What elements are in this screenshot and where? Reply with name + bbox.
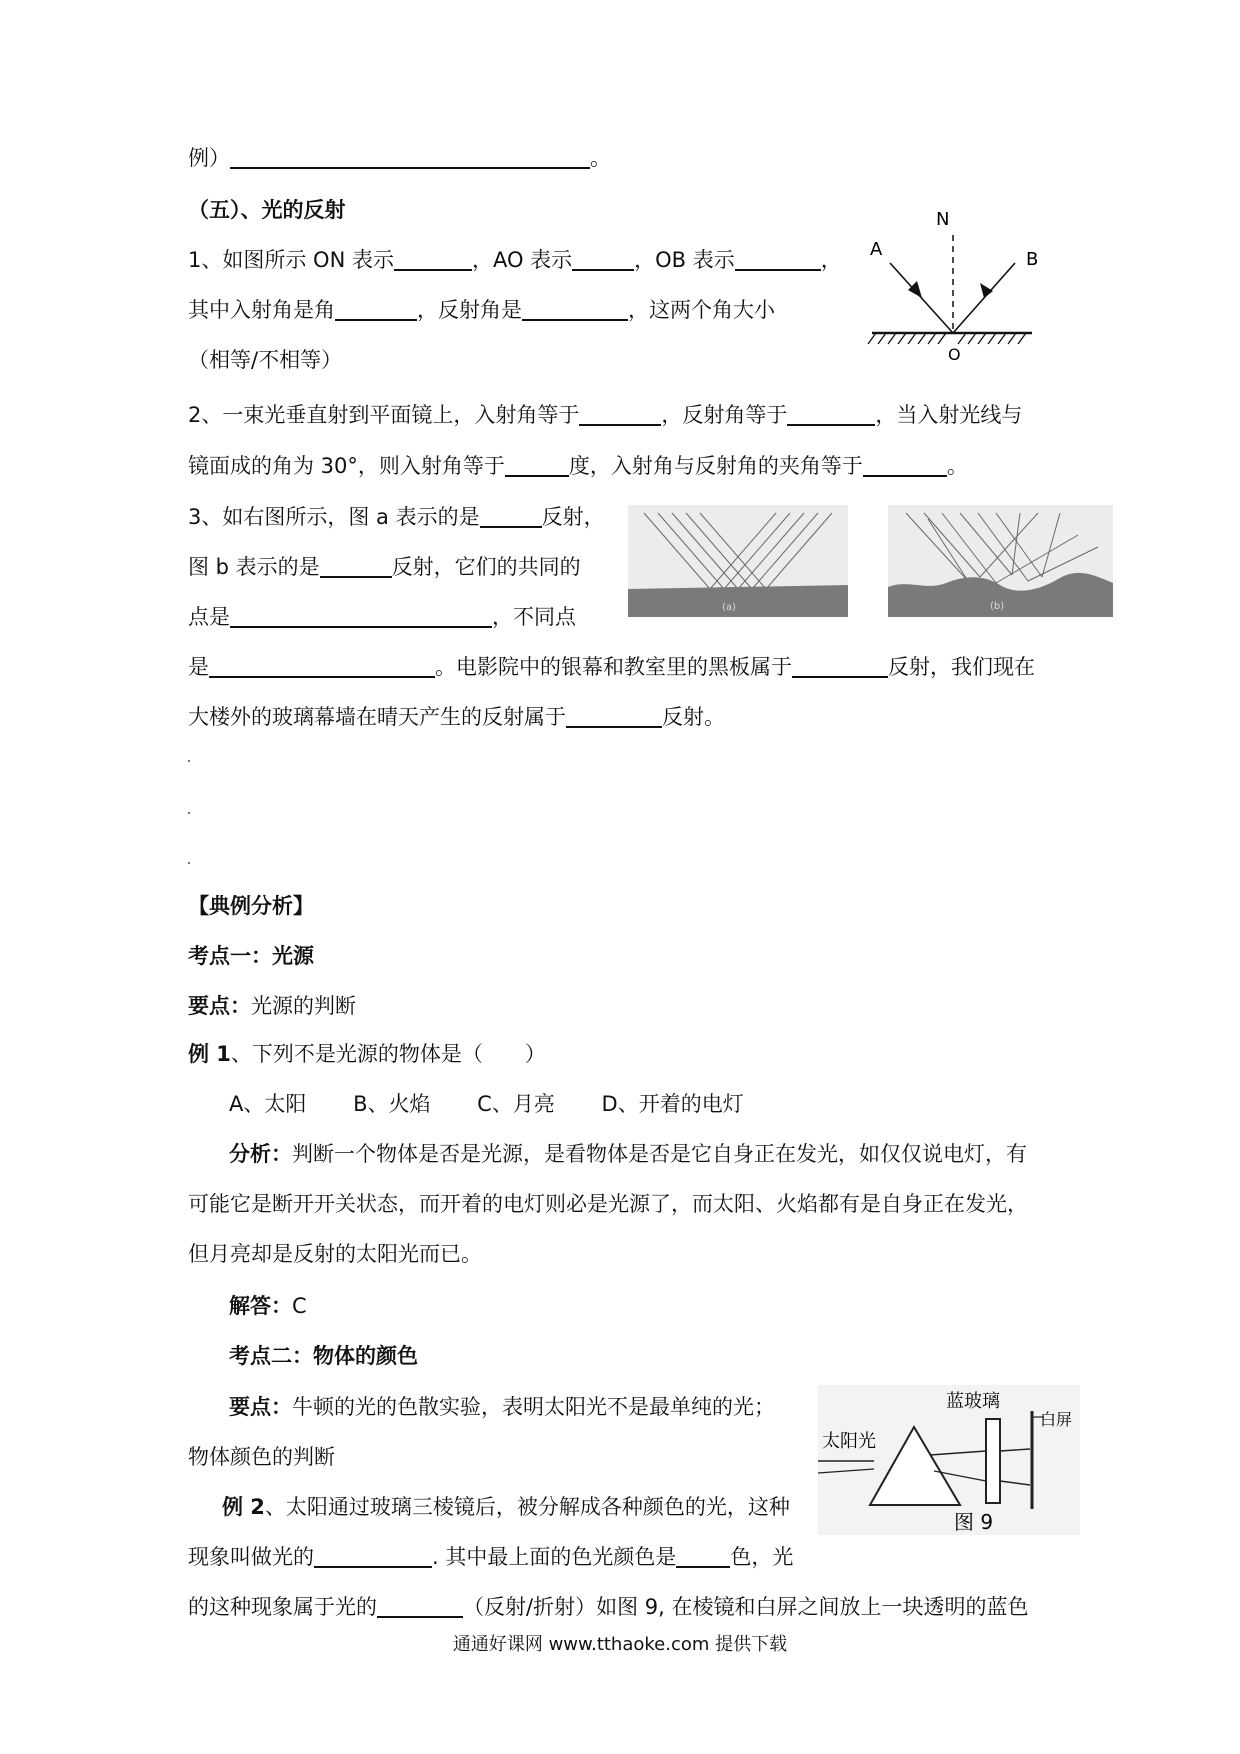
key-point-1-title: 考点一：光源 xyxy=(188,944,314,968)
blue-glass xyxy=(986,1419,1000,1503)
specular-reflection-figure xyxy=(628,505,848,617)
option-d: D、开着的电灯 xyxy=(601,1092,744,1116)
key-point-1-essentials: 要点：光源的判断 xyxy=(188,994,356,1018)
answer-blank[interactable] xyxy=(787,402,875,426)
incident-ray xyxy=(890,263,953,333)
page-footer: 通通好课网 www.tthaoke.com 提供下载 xyxy=(452,1634,788,1655)
answer-blank[interactable] xyxy=(394,247,472,271)
question-3-line-5: 大楼外的玻璃幕墙在晴天产生的反射属于 反射。 xyxy=(188,705,725,729)
question-2-line-2: 镜面成的角为 30°，则入射角等于 度，入射角与反射角的夹角等于 。 xyxy=(188,454,968,478)
analysis-line-2: 可能它是断开开关状态，而开着的电灯则必是光源了，而太阳、火焰都有是自身正在发光， xyxy=(188,1192,1028,1216)
white-screen-label: 白屏 xyxy=(1040,1410,1073,1429)
answer-blank[interactable] xyxy=(377,1594,463,1618)
answer-blank[interactable] xyxy=(230,604,492,628)
answer-blank[interactable] xyxy=(335,297,417,321)
option-c: C、月亮 xyxy=(477,1092,555,1116)
answer-blank[interactable] xyxy=(230,145,590,169)
label-b: B xyxy=(1026,249,1039,270)
incident-arrow xyxy=(908,281,922,298)
analysis-line-1: 分析：判断一个物体是否是光源，是看物体是否是它自身正在发光，如仅仅说电灯，有 xyxy=(229,1142,1027,1166)
stray-mark xyxy=(188,760,190,762)
sunlight-label: 太阳光 xyxy=(822,1431,876,1452)
example-2-line-3: 的这种现象属于光的 （反射/折射）如图 9, 在棱镜和白屏之间放上一块透明的蓝色 xyxy=(188,1595,1029,1619)
question-1-line-2: 其中入射角是角 ，反射角是 ，这两个角大小 xyxy=(188,298,775,322)
key-point-2-essentials-line-2: 物体颜色的判断 xyxy=(188,1445,335,1469)
answer-blank[interactable] xyxy=(792,654,888,678)
question-1-line-3: （相等/不相等） xyxy=(188,348,343,372)
answer-blank[interactable] xyxy=(572,247,634,271)
question-3-line-3: 点是 ，不同点 xyxy=(188,605,576,629)
option-a: A、太阳 xyxy=(229,1092,307,1116)
answer-blank[interactable] xyxy=(863,453,947,477)
blue-glass-label: 蓝玻璃 xyxy=(946,1391,1000,1412)
figure-a-label: (a) xyxy=(722,602,736,613)
label-n: N xyxy=(936,209,950,230)
diffuse-reflection-figure xyxy=(888,505,1113,617)
smooth-surface xyxy=(628,585,848,617)
stray-mark xyxy=(188,812,190,814)
label-o: O xyxy=(948,345,961,364)
question-2-line-1: 2、一束光垂直射到平面镜上，入射角等于 ，反射角等于 ，当入射光线与 xyxy=(188,403,1023,427)
answer-blank[interactable] xyxy=(522,297,628,321)
answer-blank[interactable] xyxy=(676,1544,730,1568)
answer-line: 解答：C xyxy=(229,1294,307,1318)
answer-blank[interactable] xyxy=(209,654,435,678)
example-2-line-1: 例 2、太阳通过玻璃三棱镜后，被分解成各种颜色的光，这种 xyxy=(222,1495,790,1519)
example-1-options xyxy=(229,1090,744,1118)
answer-blank[interactable] xyxy=(505,453,569,477)
key-point-2-essentials: 要点：牛顿的光的色散实验，表明太阳光不是最单纯的光； xyxy=(229,1395,775,1419)
mirror-hatching xyxy=(868,333,1026,344)
question-3-line-4: 是 。电影院中的银幕和教室里的黑板属于 反射，我们现在 xyxy=(188,655,1035,679)
question-1-line-1: 1、如图所示 ON 表示 ，AO 表示 ，OB 表示 ， xyxy=(188,248,842,272)
example-2-line-2: 现象叫做光的 . 其中最上面的色光颜色是 色，光 xyxy=(188,1545,794,1569)
top-line: 例） 。 xyxy=(188,146,611,170)
figure-9-caption: 图 9 xyxy=(954,1510,994,1534)
section-heading: （五）、光的反射 xyxy=(188,198,346,222)
answer-blank[interactable] xyxy=(480,504,542,528)
label-a: A xyxy=(870,239,883,260)
analysis-line-3: 但月亮却是反射的太阳光而已。 xyxy=(188,1242,482,1266)
key-point-2-title: 考点二：物体的颜色 xyxy=(229,1344,418,1368)
question-3-line-2: 图 b 表示的是 反射，它们的共同的 xyxy=(188,555,581,579)
example-1-question: 例 1、下列不是光源的物体是（ ） xyxy=(188,1042,546,1066)
question-3-line-1: 3、如右图所示，图 a 表示的是 反射， xyxy=(188,505,605,529)
figure-b-label: (b) xyxy=(990,601,1005,612)
reflection-diagram xyxy=(860,205,1040,365)
answer-blank[interactable] xyxy=(320,554,392,578)
analysis-heading: 【典例分析】 xyxy=(188,894,314,918)
stray-mark xyxy=(188,862,190,864)
answer-blank[interactable] xyxy=(735,247,821,271)
answer-blank[interactable] xyxy=(566,704,662,728)
figure-9-dispersion xyxy=(818,1385,1080,1535)
reflected-arrow xyxy=(980,283,993,298)
answer-blank[interactable] xyxy=(579,402,661,426)
option-b: B、火焰 xyxy=(353,1092,431,1116)
answer-blank[interactable] xyxy=(314,1544,432,1568)
